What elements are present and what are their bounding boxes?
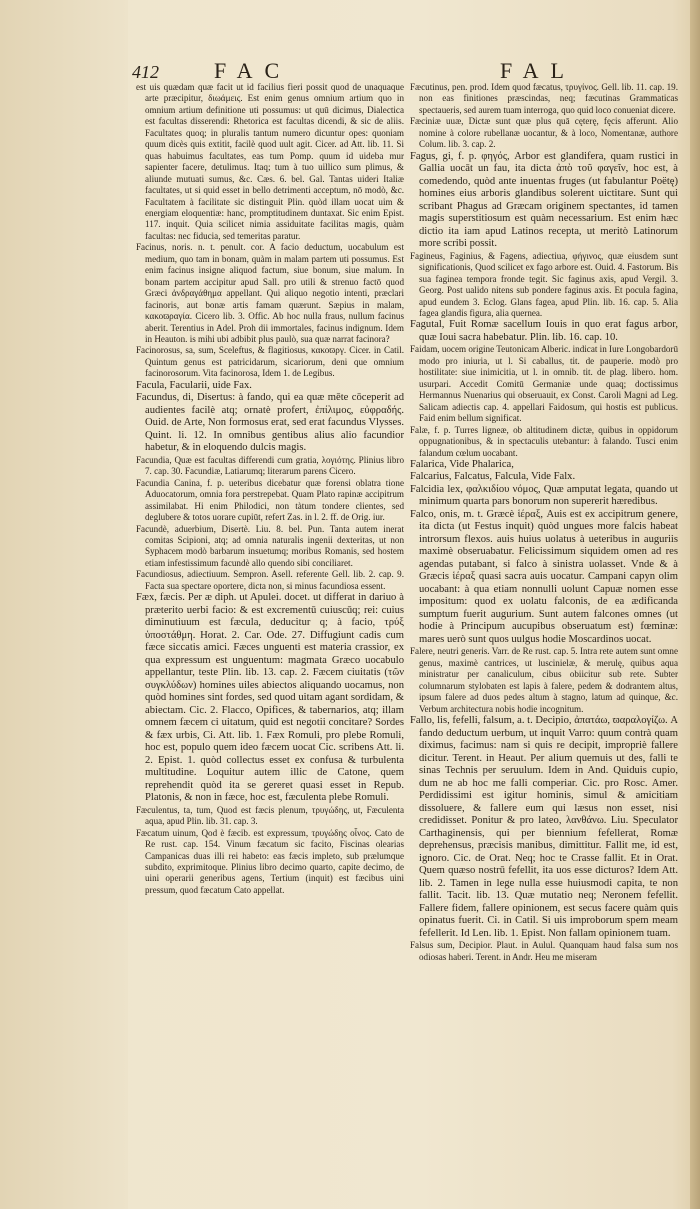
dictionary-entry: Falere, neutri generis. Varr. de Re rust. cap. 5. Intra rete autem sunt omne genus, maximè cantrices, ut luscinielæ, & merulę, quibus aqua ministratur per canaliculum, cibus obiicitur sub rete. Subter columnarum stylobaten est lapis à falere, pedem & dodrantem altus, ipsum falere ad duos pedes altum à stagno, latum ad quinque, &c. Verbum architectura nobis hodie incognitum. (410, 646, 678, 714)
dictionary-entry: Falco, onis, m. t. Græcè ἱέραξ, Auis est ex accipitrum genere, ita dicta (ut Festus inquit) quòd ungues more falcis habeat introrsum flexos. auis huius uolatus à ueteribus in auguriis maximè obseruabatur. Felicissimum siquidem omen ad res agendas putabant, si falco à sinistra uolasset. Vnde & à Græcis ἱέραξ quasi sacra auis uocatur. Campani capyn olim uocabant: à qua etiam nonnulli uolunt Capuæ nomen esse impositum: quod ex uolatu falconis, de ea ædificanda sumptum fuerit augurium. Sunt autem falcones omnes (ut hodie à Principum aucupibus obseruatum est) fœminæ: mares uerò sunt quos uulgus hodie Moscardinos uocat. (410, 508, 678, 645)
left-column (136, 82, 404, 1172)
dictionary-entry: Fæcatum uinum, Qod è fæcib. est expressum, τρυγώδης οἶνος. Cato de Re rust. cap. 154. Vinum fæcatum sic facito, Fiscinas olearias Campanicas duas illi rei habeto: eas fæcis impleto, sub prælumque subdito, exprimitoque. Plinius libro decimo quarto, capite decimo, de uini operarii generibus agens, Tertium (inquit) est fæcibus uini pressum, quod fæcatum Cato appellat. (136, 827, 404, 895)
dictionary-entry: Fagineus, Faginius, & Fagens, adiectiua, φήγινος, quæ eiusdem sunt significationis, Quod scilicet ex fago arbore est. Ouid. 4. Fastorum. Bis sua faginea tempora fronde tegit. Sic faginus axis, apud Vergil. 3. Georg. Post ualido nitens sub pondere faginus axis. Et pocula fagina, apud eundem 3. Eclog. Glans fagea, apud Plin. lib. 16. cap. 5. Alia fagea glandis figura, alia quernea. (410, 250, 678, 318)
dictionary-entry: Fæcutinus, pen. prod. Idem quod fæcatus, τρυγίνος. Gell. lib. 11. cap. 19. non eas finitiones præscindas, neq; fæcutinas Grammaticas spectaueris, sed aurem tuam interroga, quo quid loco conueniat dicere. (410, 82, 678, 115)
page-gutter (690, 0, 700, 1209)
running-head-right: FAL (500, 58, 576, 83)
dictionary-entry: Facundè, aduerbium, Disertè. Liu. 8. bel. Pun. Tanta autem inerat comitas Scipioni, atq; ad omnia naturalis ingenii dexteritas, ut non Syphacem modò barbarum insuetumq; moribus Romanis, sed hostem etiam infestissimum facundè allo quendo sibi conciliaret. (136, 523, 404, 568)
dictionary-entry: Fagus, gi, f. p. φηγός, Arbor est glandifera, quam rustici in Gallia uocāt un fau, ita dicta ἀπὸ τοῦ φαγεῖν, hoc est, à comedendo, quòd ante inuentas fruges (ut fabulantur Poëtę) homines eius arboris glandibus solerent uictitare. Sunt qui scribant Phagus ad Græcam originem spectantes, id tamen magis superstitiosum est quàm necessarium. Est enim hæc dictio ita iam apud Latinos recepta, ut meritò Latinorum more scribi possit. (410, 150, 678, 250)
dictionary-entry: Facundia Canina, f. p. ueteribus dicebatur quæ forensi oblatra tione Aduocatorum, omnia fora perstrepebat. Quam Plato rapinæ accipitrum assimilabat. Hi enim Philodici, non tàtum tondere clientes, sed deglubere & totos uorare cupiūt, refert Zas. in l. 2. ff. de Orig. iur. (136, 477, 404, 523)
running-head-left: FAC (214, 58, 292, 83)
dictionary-entry: Falarica, Vide Phalarica, (410, 458, 514, 470)
dictionary-entry: Falæ, f. p. Turres ligneæ, ob altitudinem dictæ, quibus in oppidorum oppugnationibus, & in spectaculis utebantur: à falando. Tusci enim falandum cœlum uocabant. (410, 424, 678, 458)
right-column (410, 82, 678, 1172)
dictionary-entry: Facula, Facularii, uide Fax. (136, 379, 252, 391)
dictionary-entry: Fæx, fæcis. Per æ diph. ut Apulei. docet. ut differat in dariuo à præterito uerbi facio: & est excrementū cuiuscūq; rei: cuius diminutiuum est fæcula, deducitur q; à facio, τρύξ ὑποστάθμη. Horat. 2. Car. Ode. 27. Diffugiunt cadis cum fæce siccatis amici. Fæces unguenti est materia crassior, ex qua expressum est unguentum: magmata Græco uocabulo appellantur, teste Plin. lib. 13. cap. 2. Fæcem ciuitatis (τῶν συγκλύδων) homines uiles abiectos aliquando uocamus, non quòd homines sint fordes, sed quod uitam agant sordidam, & abiectam. Cic. 2. Flacco, Opifices, & tabernarios, atq; illam omnem fæcem ci uitatum, quid est negotii concitare? Sordes & fæx urbis, Ci. Att. lib. 1. Fæx Romuli, pro plebe Romuli, hoc est, populo quem ideo fæcem uocat Cic. scribens Att. li. 2. Epist. 1. quòd collectus esset ex confusa & turbulenta multitudine. Loquitur autem illic de Catone, quem reprehendit quòd ita se gereret quasi esset in Repub. Platonis, & non in fæce, hoc est, fæculenta plebe Romuli. (136, 592, 404, 804)
dictionary-entry: Fagutal, Fuit Romæ sacellum Iouis in quo erat fagus arbor, quæ Ioui sacra habebatur. Plin. lib. 16. cap. 10. (410, 319, 678, 343)
dictionary-entry: Falcarius, Falcatus, Falcula, Vide Falx. (410, 471, 576, 483)
dictionary-entry: Faidam, uocem origine Teutonicam Alberic. indicat in Iure Longobardorū modo pro iniuria, ut l. Si caballus, tit. de pauperie. modò pro hostilitate: siue inimicitia, ut l. in omnib. tit. de plag. libero. hom. usurpari. Accedit Comitū Germaniæ unde quaq; doctissimus Hermannus Nuenarius qui obseruauit, ex Const. Caroli Magni ad Leg. Salicam adiectis cap. 4. appellari Faidosum, qui hostis est publicus. Faid enim bellum significat. (410, 344, 678, 424)
dictionary-entry: Fallo, lis, fefelli, falsum, a. t. Decipio, ἀπατάω, ϖαραλογίζω. A fando deductum uerbum, ut inquit Varro: quum contrà quam diximus, facimus: nam si quis re decipit, impropriè fallere dicitur. Terent. in Heaut. Per alium quemuis ut des, falli te sinas Technis per seruulum. Idem in And. Quiduis cupio, dum ne ab hoc me falli comperiar. Cic. pro Rosc. Amer. Perdidissimi est igitur hominis, simul & amicitiam dissoluere, & fallere eum qui læsus non esset, nisi credidisset. Ponitur & pro lateo, λανθάνω. Liu. Speculator Carthaginensis, qui per biennium fefellerat, Romæ deprehensus, præcisis manibus, dimittitur. Fallit me, id est, ignoro. Cic. de Orat. Neq; hoc te Crasse fallit. Et in Orat. Quem quæso nostrū fefellit, ita uos esse dicturos? Idem Att. lib. 2. Tamen in lege nulla esse huiusmodi capita, te non fallit. Tacit. lib. 13. Quæ mutatio neq; Neronem fefellit. Fallere fidem, fallere opinionem, est secus facere quàm quis opinatus fuerit. Ci. in Catil. Si uis improborum spem meam fefellerit. Id Len. lib. 1. Epist. Non fallam opinionem tuam. (410, 715, 678, 939)
dictionary-entry: Facinorosus, sa, sum, Sceleftus, & flagitiosus, κακοϖργ. Cicer. in Catil. Quintum genus est patricidarum, sicariorum, deni que omnium facinorosorum. Vita facinorosa, Idem 1. de Legibus. (136, 345, 404, 379)
dictionary-entry: est uis quædam quæ facit ut id facilius fieri possit quod de unaquaque arte præcipitur, διωάμεις. Est enim genus omnium artium quo in omnium artium definitione uti possumus: ut quū dicimus, Dialectica est facultas disserendi: Rhetorica est facultas dicendi, & sic de aliis. Facultates quoq; in pluralis tantum numero dicuntur opes: quoniam quum dicès quis extitit, facilè quod uult agit. Cicer. ad Att. lib. 11. Si quas habuimus facultates, eas tum Pomp. quum id uideba mur sapienter facere, detulimus. Itaq; tum à tuo uillico sum plimus, & aliunde mutuati sumus, &c. Cæs. 6. bel. Gal. Tantas uideri Italiæ facultates, ut si quid esset in bello detrimenti acceptum, nō modò, &c. Facultatem à facilitate sic distinguit Plin. quòd illam uocat uim & energiam eloquentiæ: hanc, promptitudinem duntaxat. Sic enim Epist. 117. inquit. Quia scilicet nimia assiduitate facilitas magis, quàm facultas: nec fiducia, sed temeritas paratur. (136, 82, 404, 241)
page-number: 412 (132, 62, 159, 82)
dictionary-entry: Facundiosus, adiectiuum. Sempron. Asell. referente Gell. lib. 2. cap. 9. Facta sua spectare oportere, dicta non, si minus facundiosa essent. (136, 569, 404, 591)
page-header (0, 58, 700, 84)
dictionary-entry: Facinus, noris. n. t. penult. cor. A facio deductum, uocabulum est medium, quo tam in bonam, quàm in malam partem uti possumus. Est enim facinus insigne aliquod factum, siue bonum, siue malum. In bonam partem accipitur apud Sall. pro utili & strenuo factō quod Græci ἀνδραγάθημα appellant. Qui aliquo negotio intenti, præclari facinoris, aut bonæ artis famam quærunt. Sæpius in malam, κακοϖραγία. Cicero lib. 3. Offic. Ab hoc nulla fraus, nullum facinus aberit. Terentius in Adel. Proh dii immortales, facinus indignum. Idem in Heauton. is mihi ubi adbibit plus paulò, sua quæ narrat facinora? (136, 242, 404, 344)
dictionary-entry: Facundia, Quæ est facultas differendi cum gratia, λογιότης. Plinius libro 7. cap. 30. Facundiæ, Latiarumq; literarum parens Cicero. (136, 454, 404, 477)
dictionary-entry: Fæciniæ uuæ, Dictæ sunt quæ plus quā cęterę, fęcis afferunt. Alio nomine à colore rubellanæ uocantur, & à loco, Nomentanæ, authore Colum. lib. 3. cap. 2. (410, 116, 678, 150)
dictionary-entry: Falsus sum, Decipior. Plaut. in Aulul. Quanquam haud falsa sum nos odiosas haberi. Terent. in Andr. Heu me miseram (410, 940, 678, 962)
left-margin (0, 0, 128, 1209)
dictionary-entry: Facundus, di, Disertus: à fando, qui ea quæ mēte cōceperit ad audientes facilè atq; ornatè profert, ἐπίλιμος, εὐφραδής. Ouid. de Arte, Non formosus erat, sed erat facundus Vlysses. Quint. li. 12. In omnibus gentibus alius alio facundior habetur, & in eloquendo dulcis magis. (136, 392, 404, 454)
dictionary-entry: Falcidia lex, φαλκιδίου νόμος, Quæ amputat legata, quando ut minimum quarta pars bonorum non supererit hæredibus. (410, 483, 678, 508)
dictionary-entry: Fæculentus, ta, tum, Quod est fæcis plenum, τρυγώδης, ut, Fæculenta aqua, apud Plin. lib. 31. cap. 3. (136, 804, 404, 827)
